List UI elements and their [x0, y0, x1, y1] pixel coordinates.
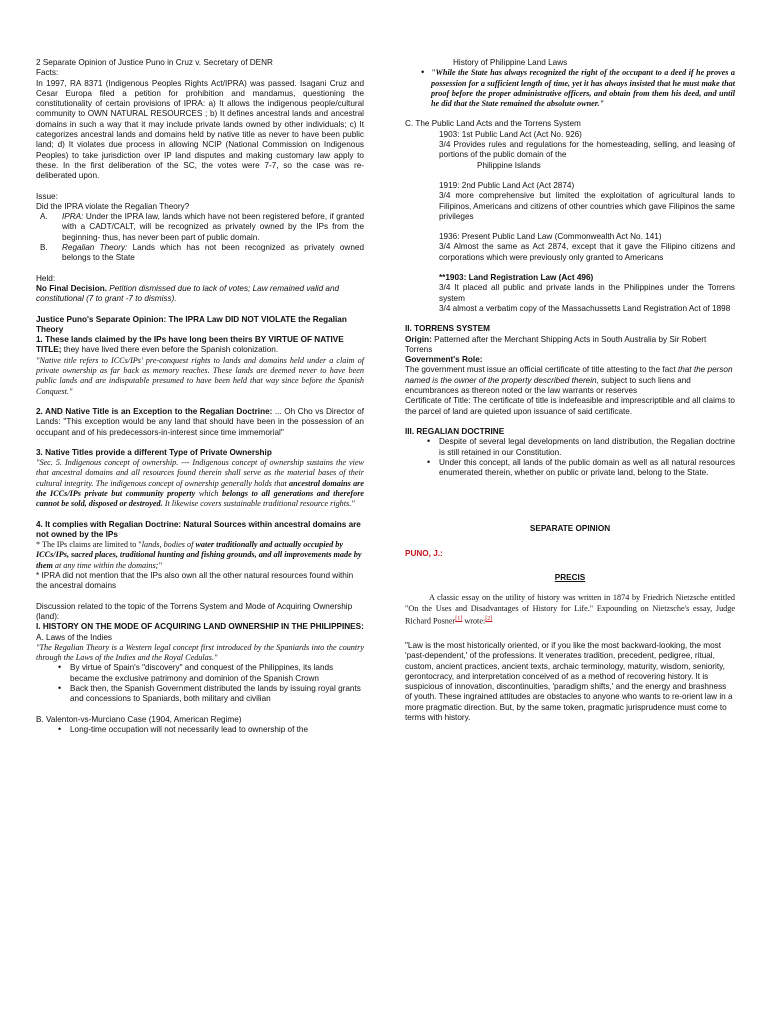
case-heading: 2 Separate Opinion of Justice Puno in Cruz v. Secretary of DENR	[36, 58, 273, 67]
laws-indies-bullet-1-text: By virtue of Spain's "discovery" and conquest of the Philippines, its lands became the exclusive patrimony and dominion of the Spanish Crown	[70, 663, 334, 683]
point-4-heading: 4. It complies with Regalian Doctrine: Natural Sources within ancestral domains are not owned by the IPs	[36, 519, 361, 539]
puno-name: PUNO, J.:	[405, 548, 443, 558]
government-role-c: subject to such liens and encumbrances as thereon noted or the law warrants or reserves	[405, 375, 691, 396]
issue-question: Did the IPRA violate the Regalian Theory?	[36, 201, 190, 211]
origin-text: Patterned after the Merchant Shipping Acts in South Australia by Sir Robert Torrens	[405, 334, 707, 354]
point-3-quote-b: ancestral domains are the ICCs/IPs private but community property	[36, 478, 364, 498]
regalian-bullets	[405, 437, 735, 478]
land-registration-desc-2: 3/4 almost a verbatim copy of the Massachussetts Land Registration Act of 1898	[439, 303, 731, 313]
point-4-claims	[36, 540, 364, 571]
point-4-claims-c: water traditionally and actually occupied by ICCs/IPs, sacred places, traditional hunting and fishing grounds, and all improvements made by them	[36, 540, 362, 570]
history-quote	[405, 68, 735, 109]
right-column	[405, 58, 735, 723]
issue-item-a-text: Under the IPRA law, lands which have not been registered before, if granted with a CADT/CALT, will be recognized as privately owned by the IPs from the beginning- thus, has never been part of public domain.	[62, 212, 365, 242]
history-quote-list	[405, 68, 735, 109]
precis-title: PRECIS	[554, 572, 586, 582]
regalian-bullet-1-text: Despite of several legal developments on land distribution, the Regalian doctrine is still retained in our Constitution.	[439, 437, 735, 457]
bullet-marker: •	[427, 456, 431, 467]
regalian-bullet-2-text: Under this concept, all lands of the public domain as well as all natural resources enumerated therein, whether on public or private land, belong to the State.	[439, 457, 735, 478]
valenton-bullet-1-text: Long-time occupation will not necessarily lead to ownership of the	[70, 724, 309, 734]
puno-opinion-heading: Justice Puno's Separate Opinion: The IPRA Law DID NOT VIOLATE the Regalian Theory	[36, 314, 347, 334]
bullet-marker: •	[421, 67, 425, 78]
issue-item-b	[36, 243, 364, 264]
precis-body-b: wrote:	[464, 616, 486, 626]
government-role-a: The government must issue an official certificate of title attesting to the fact	[405, 365, 676, 375]
point-2	[36, 407, 364, 438]
laws-indies-bullet-2-text: Back then, the Spanish Government distributed the lands by issuing royal grants and concessions to Spaniards, both military and civilian	[70, 684, 361, 704]
issue-item-a-marker: A.	[40, 212, 48, 222]
precis-body-a: A classic essay on the utility of history was written in 1874 by Friedrich Nietzsche entitled "On the Uses and Disadvantages of History for Life." Expounding on Nietzsche's essay, Judge Richard Posner	[405, 593, 735, 626]
origin	[405, 335, 735, 356]
pla-1936: 1936: Present Public Land Law (Commonwealth Act No. 141)	[439, 232, 662, 242]
point-4-claims-a: * The IPs claims are limited to "	[36, 540, 142, 550]
point-3-quote-e: It likewise covers sustainable traditional resource rights."	[164, 499, 355, 509]
issue-item-b-marker: B.	[40, 243, 48, 253]
issue-item-a-term: IPRA:	[62, 212, 84, 222]
bullet-marker: •	[58, 683, 62, 694]
valenton-bullet-1	[36, 725, 364, 735]
history-quote-text: "While the State has always recognized the right of the occupant to a deed if he proves a possession for a sufficient length of time, yet it has always insisted that he must make that proof before the proper administrative officers, and obtain from them his deed, and until he did that the State remained the absolute owner."	[431, 68, 735, 109]
issue-item-a	[36, 212, 364, 243]
regalian-bullet-2	[405, 458, 735, 479]
issue-item-b-term: Regalian Theory:	[62, 243, 128, 253]
bullet-marker: •	[58, 662, 62, 673]
laws-indies-bullet-2	[36, 684, 364, 705]
precis-body	[405, 593, 735, 627]
left-column	[36, 58, 364, 735]
bullet-marker: •	[58, 723, 62, 734]
point-3-quote-c: which	[198, 488, 219, 498]
point-4-claims-d: at any time within the domains;"	[54, 560, 162, 570]
point-1	[36, 335, 364, 356]
laws-indies-quote: "The Regalian Theory is a Western legal concept first introduced by the Spaniards into the country through the Laws of the Indies and the Royal Cedulas."	[36, 642, 364, 663]
point-1-rest: they have lived there even before the Spanish colonization.	[63, 345, 279, 355]
point-1-bold: 1. These lands claimed by the IPs have long been theirs BY VIRTUE OF NATIVE TITLE;	[36, 335, 344, 355]
held-label: Held:	[36, 273, 56, 283]
pla-1903-desc: 3/4 Provides rules and regulations for the homesteading, selling, and leasing of portions of the public domain of the	[439, 140, 735, 160]
point-1-quote: "Native title refers to ICCs/IPs' pre-conquest rights to lands and domains held under a claim of private ownership as far back as memory reaches. These lands are deemed never to have been public lands and are indisputable presumed to have been held that way since before the Spanish Conquest."	[36, 355, 364, 396]
issue-label: Issue:	[36, 191, 58, 201]
government-role-b: that the person named is the owner of the property described therein,	[405, 365, 733, 385]
point-3-quote-d: belongs to all generations and therefore cannot be sold, disposed or destroyed.	[36, 488, 365, 509]
pla-1903: 1903: 1st Public Land Act (Act No. 926)	[439, 129, 582, 139]
point-3-heading: 3. Native Titles provide a different Type of Private Ownership	[36, 447, 272, 457]
public-land-acts-heading: C. The Public Land Acts and the Torrens System	[405, 119, 581, 129]
point-2-rest: ... Oh Cho vs Director of Lands: "This exception would be any land that should have been in the possession of an occupant and of his predecessors-in-interest since time immemorial"	[36, 406, 364, 437]
pla-1903-desc-2: Philippine Islands	[477, 160, 541, 170]
facts-body: In 1997, RA 8371 (Indigenous Peoples Rights Act/IPRA) was passed. Isagani Cruz and Cesar Europa filed a petition for prohibition and mandamus, questioning the constitutionality of certain provisions of IPRA: a) It allows the indigenous people/cultural community to OWN NATURAL RESOURCES ; b) It defines ancestral lands and ancestral domains in such a way that it may include private lands owned by other individuals; c) It categorizes ancestral lands and domains held by native title as never to have been public land; d) It violates due process in allowing NCIP (National Commission on Indigenous Peoples) to take jurisdiction over IP land disputes and making customary law apply to these. In the first deliberation of the SC, the votes were 7-7, so the case was re-deliberated upon.	[36, 78, 364, 181]
footnote-link-1[interactable]: [1]	[455, 615, 463, 622]
history-title: History of Philippine Land Laws	[453, 58, 568, 67]
point-4-note: * IPRA did not mention that the IPs also own all the other natural resources found within the ancestral domains	[36, 571, 354, 591]
pla-1919: 1919: 2nd Public Land Act (Act 2874)	[439, 180, 575, 190]
point-3-quote	[36, 458, 364, 509]
laws-indies-bullet-1	[36, 663, 364, 684]
laws-indies-bullets	[36, 663, 364, 704]
pla-1919-desc: 3/4 more comprehensive but limited the exploitation of agricultural lands to Filipinos, Americans and citizens of other countries which gave Filipinos the same privileges	[439, 191, 735, 221]
history-heading: I. HISTORY ON THE MODE OF ACQUIRING LAND OWNERSHIP IN THE PHILIPPINES:	[36, 622, 364, 632]
pla-1936-desc: 3/4 Almost the same as Act 2874, except that it gave the Filipino citizens and corporations which were previously only granted to Americans	[439, 242, 735, 262]
laws-indies-heading: A. Laws of the Indies	[36, 632, 113, 642]
origin-label: Origin:	[405, 334, 432, 344]
land-registration-desc: 3/4 It placed all public and private lands in the Philippines under the Torrens system	[439, 283, 735, 303]
government-role-label: Government's Role:	[405, 355, 483, 365]
footnote-link-2[interactable]: [2]	[485, 615, 493, 622]
separate-opinion-title: SEPARATE OPINION	[529, 524, 611, 534]
posner-quote: "Law is the most historically oriented, or if you like the most backward-looking, the most 'past-dependent,' of the professions. It venerates tradition, precedent, pedigree, ritual, custom, ancient practices, ancient texts, archaic terminology, maturity, wisdom, seniority, gerontocracy, and interpretation conceived of as a method of recovering history. It is suspicious of innovation, discontinuities, 'paradigm shifts,' and the energy and brashness of youth. These ingrained attitudes are obstacles to anyone who wants to re-orient law in a more pragmatic direction. But, by the same token, pragmatic jurisprudence must come to terms with history.	[405, 640, 733, 722]
point-4-claims-b: lands, bodies of	[141, 540, 194, 550]
regalian-heading: III. REGALIAN DOCTRINE	[405, 426, 505, 436]
valenton-bullets	[36, 725, 364, 735]
issue-list	[36, 212, 364, 263]
held-bold: No Final Decision.	[36, 283, 107, 293]
certificate-of-title: Certificate of Title: The certificate of title is indefeasible and imprescriptible and all claims to the parcel of land are quieted upon issuance of said certificate.	[405, 396, 735, 416]
valenton-heading: B. Valenton-vs-Murciano Case (1904, American Regime)	[36, 714, 242, 724]
issue-item-b-text: Lands which has not been recognized as privately owned belongs to the State	[62, 243, 364, 263]
torrens-heading: II. TORRENS SYSTEM	[405, 324, 490, 334]
discussion-intro: Discussion related to the topic of the Torrens System and Mode of Acquiring Ownership (land):	[36, 601, 353, 621]
held-italic: Petition dismissed due to lack of votes; Law remained valid and constitutional (7 to grant -7 to dismiss).	[36, 283, 340, 304]
facts-label: Facts:	[36, 68, 59, 78]
regalian-bullet-1	[405, 437, 735, 458]
government-role-body	[405, 365, 735, 396]
puno-heading	[405, 549, 735, 559]
held-body	[36, 284, 364, 305]
land-registration-law: **1903: Land Registration Law (Act 496)	[439, 273, 594, 283]
point-2-bold: 2. AND Native Title is an Exception to the Regalian Doctrine:	[36, 406, 273, 416]
point-3-quote-a: "Sec. 5. Indigenous concept of ownership. --- Indigenous concept of ownership sustains the view that ancestral domains and all resources found therein shall serve as the material bases of their cultural integrity. The indigenous concept of ownership generally holds that	[36, 458, 364, 488]
bullet-marker: •	[427, 436, 431, 447]
